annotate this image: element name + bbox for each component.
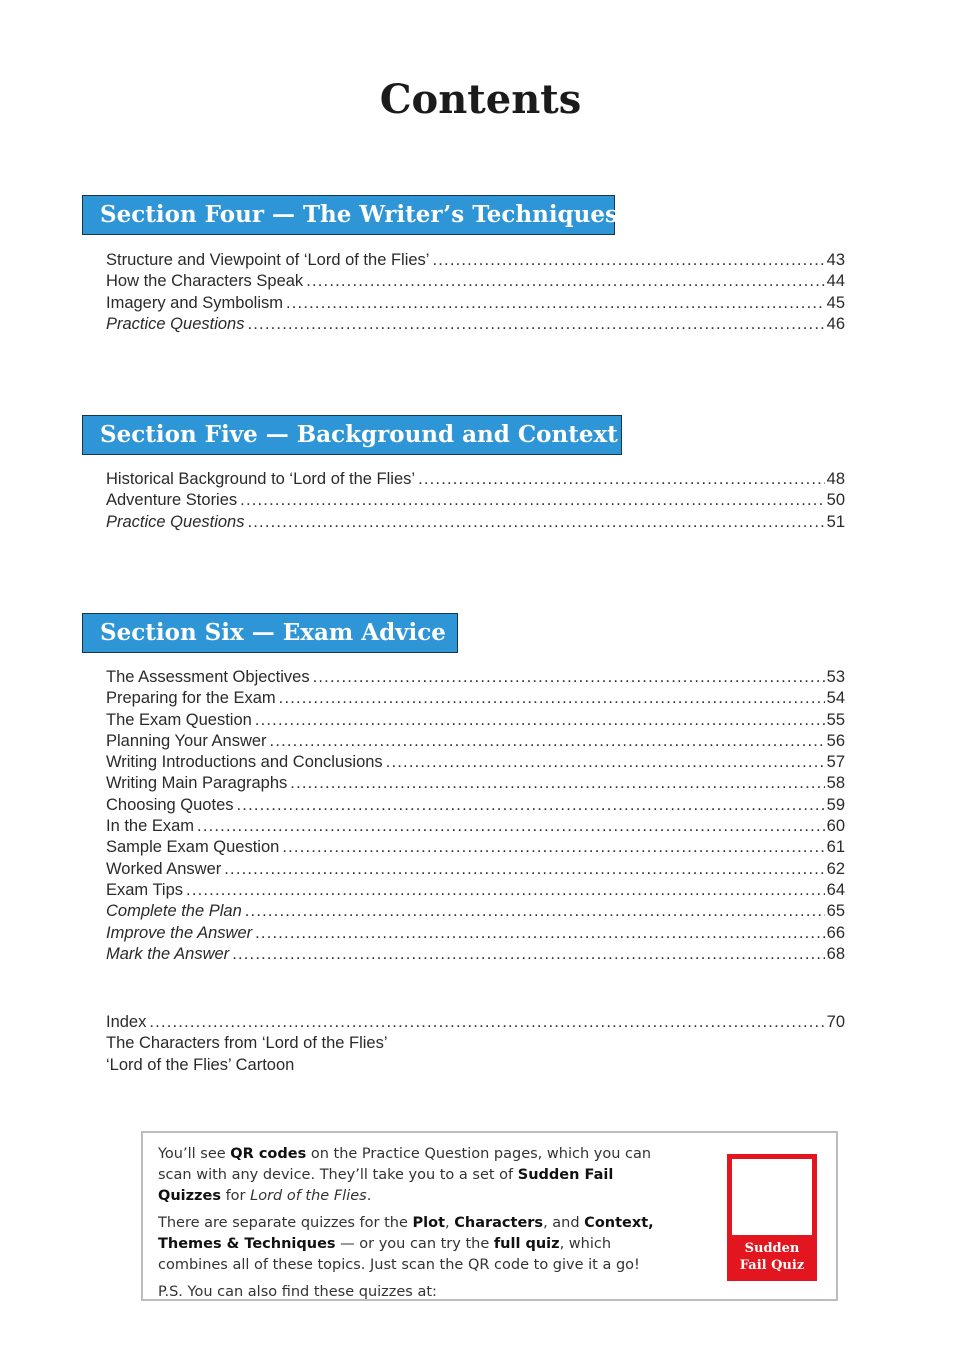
dot-leader	[418, 469, 825, 490]
toc-list-section-four	[106, 250, 845, 335]
toc-entry-title: Practice Questions	[106, 314, 245, 333]
toc-entry[interactable]	[106, 731, 845, 752]
toc-entry-title: Writing Introductions and Conclusions	[106, 753, 383, 772]
toc-entry-title: The Assessment Objectives	[106, 668, 310, 686]
toc-entry-page: 65	[826, 902, 845, 921]
dot-leader	[279, 688, 825, 709]
toc-entry-page: 44	[826, 272, 845, 291]
dot-leader	[313, 667, 825, 688]
toc-entry-title: Worked Answer	[106, 859, 222, 878]
toc-entry[interactable]	[106, 293, 845, 314]
toc-entry[interactable]	[106, 250, 845, 271]
qr-caption	[727, 1240, 817, 1274]
info-bold-text: Plot	[412, 1215, 446, 1231]
toc-entry-title: Choosing Quotes	[106, 795, 234, 814]
info-paragraph-quizzes	[158, 1213, 668, 1276]
toc-entry-title: Historical Background to ‘Lord of the Flies’	[106, 470, 416, 488]
toc-entry-title: Practice Questions	[106, 512, 245, 531]
dot-leader	[306, 271, 824, 292]
toc-entry[interactable]	[106, 512, 845, 533]
toc-entry-page: 59	[826, 795, 845, 814]
info-text: ,	[445, 1215, 455, 1231]
dot-leader	[240, 490, 824, 511]
toc-entry[interactable]	[106, 816, 845, 837]
dot-leader	[232, 944, 824, 965]
toc-entry-title: The Exam Question	[106, 710, 252, 729]
section-header-five: Section Five — Background and Context	[82, 415, 622, 455]
qr-caption-line: Fail Quiz	[739, 1258, 805, 1273]
toc-entry-title: Index	[106, 1013, 147, 1031]
toc-entry[interactable]	[106, 688, 845, 709]
toc-entry[interactable]	[106, 795, 845, 816]
toc-entry-page: 48	[826, 470, 845, 488]
section-header-four: Section Four — The Writer’s Techniques	[82, 195, 615, 235]
info-text: There are separate quizzes for the	[158, 1215, 413, 1231]
toc-entry[interactable]	[106, 944, 845, 965]
toc-entry-title: Improve the Answer	[106, 923, 253, 942]
info-bold-text: Context, Themes & Techniques	[158, 1215, 654, 1252]
toc-entry-page: 55	[826, 710, 845, 729]
info-bold-text: full quiz	[493, 1236, 560, 1252]
toc-entry-title: Complete the Plan	[106, 902, 242, 921]
toc-entry[interactable]	[106, 923, 845, 944]
info-bold-text: QR codes	[230, 1146, 307, 1162]
toc-entry-characters[interactable]	[106, 1033, 845, 1054]
info-italic-text: Lord of the Flies	[250, 1188, 367, 1204]
info-text: You’ll see	[158, 1146, 231, 1162]
toc-entry-title: Sample Exam Question	[106, 838, 280, 857]
toc-entry-title: Mark the Answer	[106, 944, 230, 963]
dot-leader	[270, 731, 825, 752]
toc-entry-page: 53	[826, 668, 845, 686]
dot-leader	[255, 710, 825, 731]
qr-code-icon	[732, 1159, 812, 1235]
toc-entry[interactable]	[106, 710, 845, 731]
toc-entry-title: In the Exam	[106, 817, 195, 836]
toc-entry-title: Planning Your Answer	[106, 731, 267, 750]
toc-entry[interactable]	[106, 880, 845, 901]
qr-caption-line: Sudden	[744, 1241, 800, 1256]
toc-entry-page: 51	[826, 512, 845, 531]
toc-entry[interactable]	[106, 469, 845, 490]
dot-leader	[432, 250, 824, 271]
toc-list-section-six	[106, 667, 845, 965]
toc-entry-page: 61	[826, 838, 845, 857]
toc-entry[interactable]	[106, 667, 845, 688]
dot-leader	[186, 880, 825, 901]
info-text: , which combines all of these topics. Just scan the QR code to give it a go!	[158, 1236, 640, 1273]
toc-entry-page: 50	[826, 491, 845, 510]
toc-entry-page: 68	[826, 944, 845, 963]
info-paragraph-ps: P.S. You can also find these quizzes at:	[158, 1284, 437, 1300]
dot-leader	[255, 923, 825, 944]
toc-entry-page: 45	[826, 293, 845, 312]
toc-entry-index[interactable]	[106, 1012, 845, 1033]
toc-entry[interactable]	[106, 752, 845, 773]
info-text: — or you can try the	[335, 1236, 494, 1252]
toc-entry-page: 46	[826, 314, 845, 333]
toc-entry-page: 66	[826, 923, 845, 942]
dot-leader	[149, 1012, 824, 1033]
dot-leader	[197, 816, 825, 837]
toc-entry[interactable]	[106, 773, 845, 794]
page-title: Contents	[379, 76, 582, 123]
toc-entry-page: 62	[826, 859, 845, 878]
info-paragraph-qr	[158, 1144, 668, 1207]
dot-leader	[224, 859, 824, 880]
dot-leader	[247, 512, 824, 533]
dot-leader	[237, 795, 825, 816]
toc-entry-page: 58	[826, 774, 845, 793]
dot-leader	[282, 837, 824, 858]
toc-entry[interactable]	[106, 314, 845, 335]
section-header-six: Section Six — Exam Advice	[82, 613, 458, 653]
toc-entry-page: 64	[826, 880, 845, 899]
toc-entry[interactable]	[106, 901, 845, 922]
toc-entry-title: Preparing for the Exam	[106, 689, 276, 708]
toc-entry-title: Structure and Viewpoint of ‘Lord of the Flies’	[106, 251, 430, 269]
toc-entry[interactable]	[106, 859, 845, 880]
qr-code-card[interactable]	[727, 1154, 817, 1281]
toc-entry-page: 70	[826, 1013, 845, 1031]
toc-list-back-matter	[106, 1012, 845, 1076]
info-bold-text: Characters	[454, 1215, 544, 1231]
toc-entry-title: Adventure Stories	[106, 491, 238, 510]
toc-entry[interactable]	[106, 837, 845, 858]
dot-leader	[247, 314, 824, 335]
dot-leader	[286, 293, 825, 314]
toc-entry-title: Imagery and Symbolism	[106, 293, 283, 312]
info-bold-text: Sudden Fail Quizzes	[158, 1167, 614, 1204]
info-text: .	[366, 1188, 372, 1204]
info-text: for	[220, 1188, 251, 1204]
toc-entry-title: Writing Main Paragraphs	[106, 774, 288, 793]
toc-entry-page: 56	[826, 731, 845, 750]
dot-leader	[245, 901, 825, 922]
toc-entry-page: 60	[826, 817, 845, 836]
info-text: on the Practice Question pages, which you can scan with any device. They’ll take you to a set of	[158, 1146, 652, 1183]
toc-entry[interactable]	[106, 271, 845, 292]
toc-entry-title: How the Characters Speak	[106, 272, 304, 291]
toc-entry-title: The Characters from ‘Lord of the Flies’	[106, 1034, 388, 1053]
toc-entry-title: ‘Lord of the Flies’ Cartoon	[106, 1055, 295, 1074]
dot-leader	[386, 752, 825, 773]
toc-entry-cartoon[interactable]	[106, 1055, 845, 1076]
info-text: , and	[543, 1215, 585, 1231]
toc-entry-page: 57	[826, 753, 845, 772]
toc-list-section-five	[106, 469, 845, 533]
toc-entry-title: Exam Tips	[106, 880, 184, 899]
dot-leader	[290, 773, 824, 794]
toc-entry-page: 54	[826, 689, 845, 708]
toc-entry-page: 43	[826, 251, 845, 269]
toc-entry[interactable]	[106, 490, 845, 511]
